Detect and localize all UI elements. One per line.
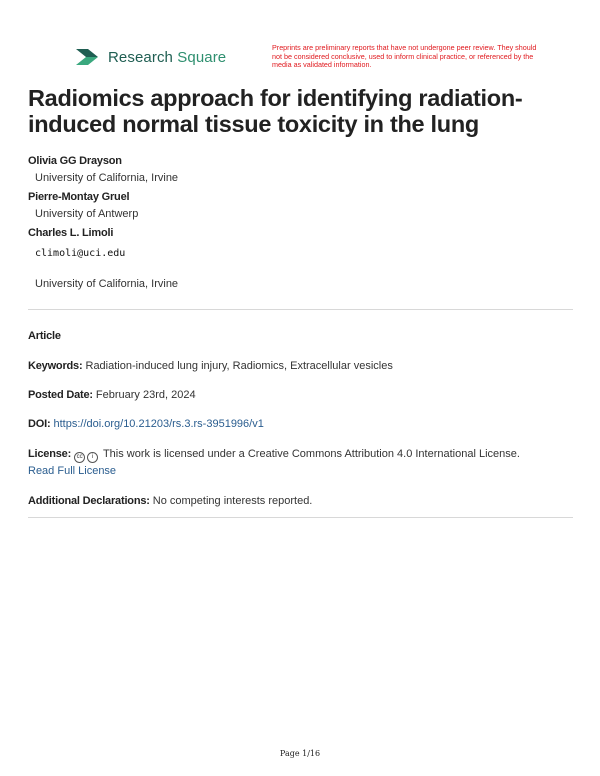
author-name: Olivia GG Drayson — [28, 155, 122, 167]
posted-date-value: February 23rd, 2024 — [95, 389, 196, 401]
page-number: Page 1/16 — [279, 749, 321, 758]
author-affiliation: University of California, Irvine — [35, 278, 179, 290]
logo-text: Research Square — [108, 48, 227, 66]
divider — [28, 517, 573, 518]
additional-declarations — [28, 493, 576, 510]
declarations-value: No competing interests reported. — [152, 495, 313, 507]
keywords — [28, 358, 576, 375]
doi-link[interactable]: https://doi.org/10.21203/rs.3.rs-3951996/v1 — [53, 418, 264, 430]
read-full-license-link[interactable]: Read Full License — [28, 465, 117, 477]
posted-date-label: Posted Date: — [28, 389, 93, 401]
divider — [28, 309, 573, 310]
author-email[interactable]: climoli@uci.edu — [35, 248, 126, 259]
keywords-label: Keywords: — [28, 360, 83, 372]
license-text: This work is licensed under a Creative Commons Attribution 4.0 International License. — [102, 448, 520, 460]
author-affiliation: University of Antwerp — [35, 208, 139, 220]
license-label: License: — [28, 448, 72, 460]
author-affiliation: University of California, Irvine — [35, 172, 179, 184]
research-square-logo[interactable] — [74, 47, 226, 67]
article-type: Article — [28, 330, 61, 342]
license — [28, 446, 576, 480]
author-name: Charles L. Limoli — [28, 227, 114, 239]
doi-label: DOI: — [28, 418, 51, 430]
author-list — [28, 153, 568, 293]
research-square-logo-icon — [74, 47, 100, 67]
creative-commons-icon: cc — [74, 452, 85, 463]
attribution-icon: i — [87, 452, 98, 463]
preprint-disclaimer: Preprints are preliminary reports that have not undergone peer review. They should not be considered conclusive, used to inform clinical practice, or referenced by the media as validated information. — [272, 43, 537, 69]
posted-date — [28, 387, 576, 404]
doi — [28, 416, 576, 433]
author-name: Pierre-Montay Gruel — [28, 191, 130, 203]
declarations-label: Additional Declarations: — [28, 495, 150, 507]
paper-title: Radiomics approach for identifying radiation-induced normal tissue toxicity in the lung — [28, 85, 523, 137]
keywords-value: Radiation-induced lung injury, Radiomics, Extracellular vesicles — [85, 360, 393, 372]
